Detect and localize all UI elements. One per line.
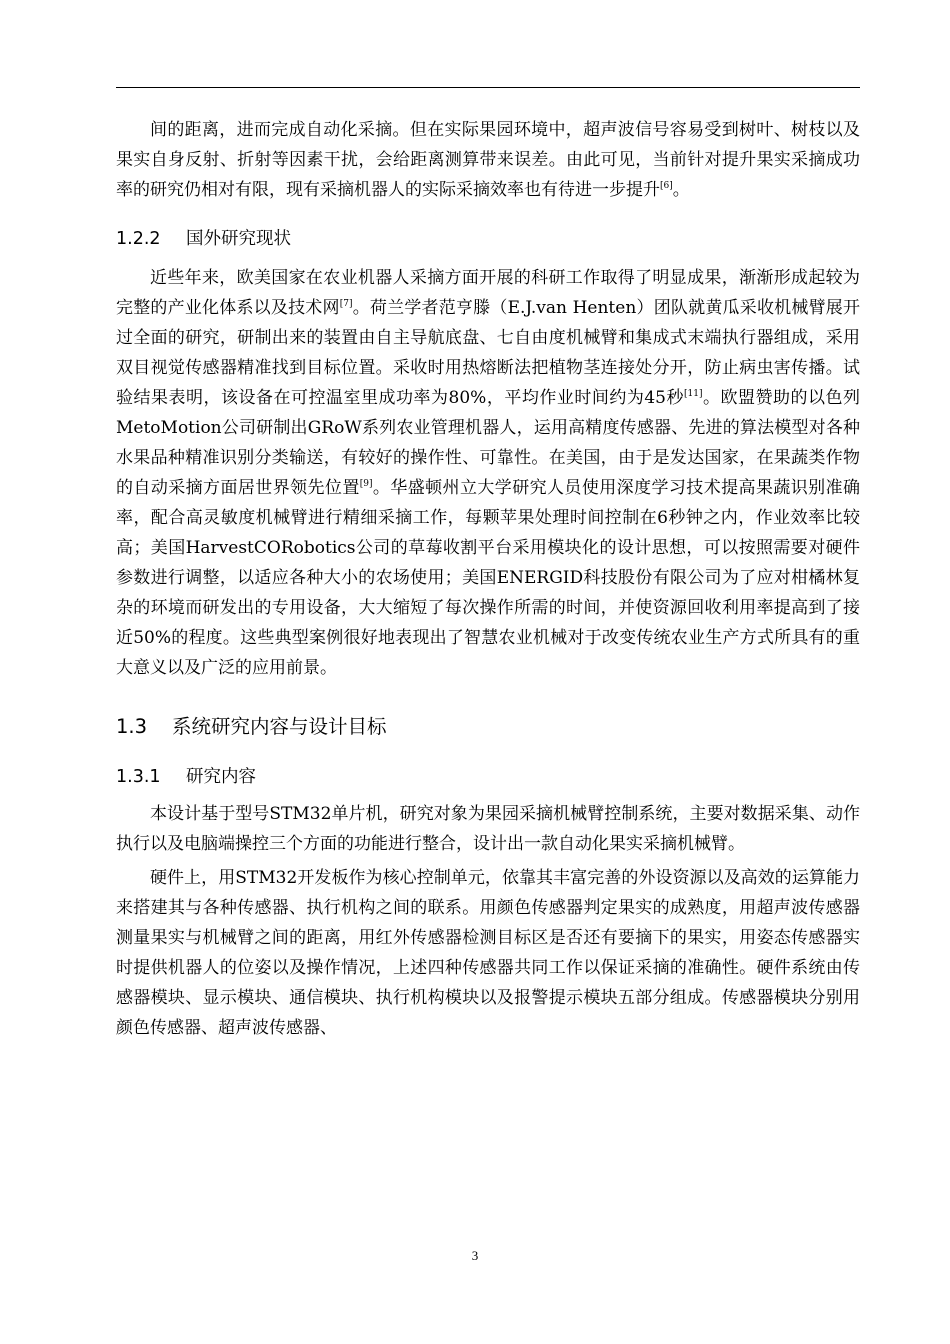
paragraph-text: 近些年来，欧美国家在农业机器人采摘方面开展的科研工作取得了明显成果，渐渐形成起较为完整的产业化体系以及技术网 [116,268,860,318]
paragraph-text: 。 [672,180,690,200]
section-heading-1-3-1 [116,763,860,791]
header-rule [116,87,860,88]
section-heading-1-2-2 [116,225,860,253]
citation-ref: [6] [660,181,673,191]
paragraph-text: 。华盛顿州立大学研究人员使用深度学习技术提高果蔬识别准确率，配合高灵敏度机械臂进行精细采摘工作，每颗苹果处理时间控制在6秒钟之内，作业效率比较高；美国HarvestCORobotics公司的草莓收割平台采用模块化的设计思想，可以按照需要对硬件参数进行调整，以适应各种大小的农场使用；美国ENERGID科技股份有限公司为了应对柑橘林复杂的环境而研发出的专用设备，大大缩短了每次操作所需的时间，并使资源回收利用率提高到了接近50%的程度。这些典型案例很好地表现出了智慧农业机械对于改变传统农业生产方式所具有的重大意义以及广泛的应用前景。 [116,478,860,678]
citation-ref: [7] [339,299,353,309]
page-body [116,115,860,1043]
section-heading-1-3 [116,713,860,741]
section-title: 研究内容 [186,767,256,787]
page-number: 3 [471,1248,479,1263]
section-title: 国外研究现状 [186,229,291,249]
paragraph: 本设计基于型号STM32单片机，研究对象为果园采摘机械臂控制系统，主要对数据采集、动作执行以及电脑端操控三个方面的功能进行整合，设计出一款自动化果实采摘机械臂。 [116,804,860,854]
section-number: 1.2.2 [116,229,161,249]
section-title: 系统研究内容与设计目标 [172,715,387,738]
paragraph-text: 。欧盟赞助的以色列MetoMotion公司研制出GRoW系列农业管理机器人，运用高精度传感器、先进的算法模型对各种水果品种精准识别分类输送，有较好的操作性、可靠性。在美国，由于是发达国家，在果蔬类作物的自动采摘方面居世界领先位置 [116,388,861,498]
paragraph-text: 。荷兰学者范亨滕（E.J.van Henten）团队就黄瓜采收机械臂展开过全面的研究，研制出来的装置由自主导航底盘、七自由度机械臂和集成式末端执行器组成，采用双目视觉传感器精准找到目标位置。采收时用热熔断法把植物茎连接处分开，防止病虫害传播。试验结果表明，该设备在可控温室里成功率为80%，平均作业时间约为45秒 [116,298,861,408]
section-number: 1.3.1 [116,767,161,787]
citation-ref: [11] [684,389,703,399]
paragraph: 硬件上，用STM32开发板作为核心控制单元，依靠其丰富完善的外设资源以及高效的运算能力来搭建其与各种传感器、执行机构之间的联系。用颜色传感器判定果实的成熟度，用超声波传感器测量果实与机械臂之间的距离，用红外传感器检测目标区是否还有要摘下的果实，用姿态传感器实时提供机器人的位姿以及操作情况，上述四种传感器共同工作以保证采摘的准确性。硬件系统由传感器模块、显示模块、通信模块、执行机构模块以及报警提示模块五部分组成。传感器模块分别用颜色传感器、超声波传感器、 [116,868,860,1038]
paragraph [116,115,860,205]
citation-ref: [9] [359,479,373,489]
paragraph-text: 间的距离，进而完成自动化采摘。但在实际果园环境中，超声波信号容易受到树叶、树枝以及果实自身反射、折射等因素干扰，会给距离测算带来误差。由此可见，当前针对提升果实采摘成功率的研究仍相对有限，现有采摘机器人的实际采摘效率也有待进一步提升 [116,120,860,200]
section-number: 1.3 [116,715,148,738]
paragraph [116,263,860,683]
